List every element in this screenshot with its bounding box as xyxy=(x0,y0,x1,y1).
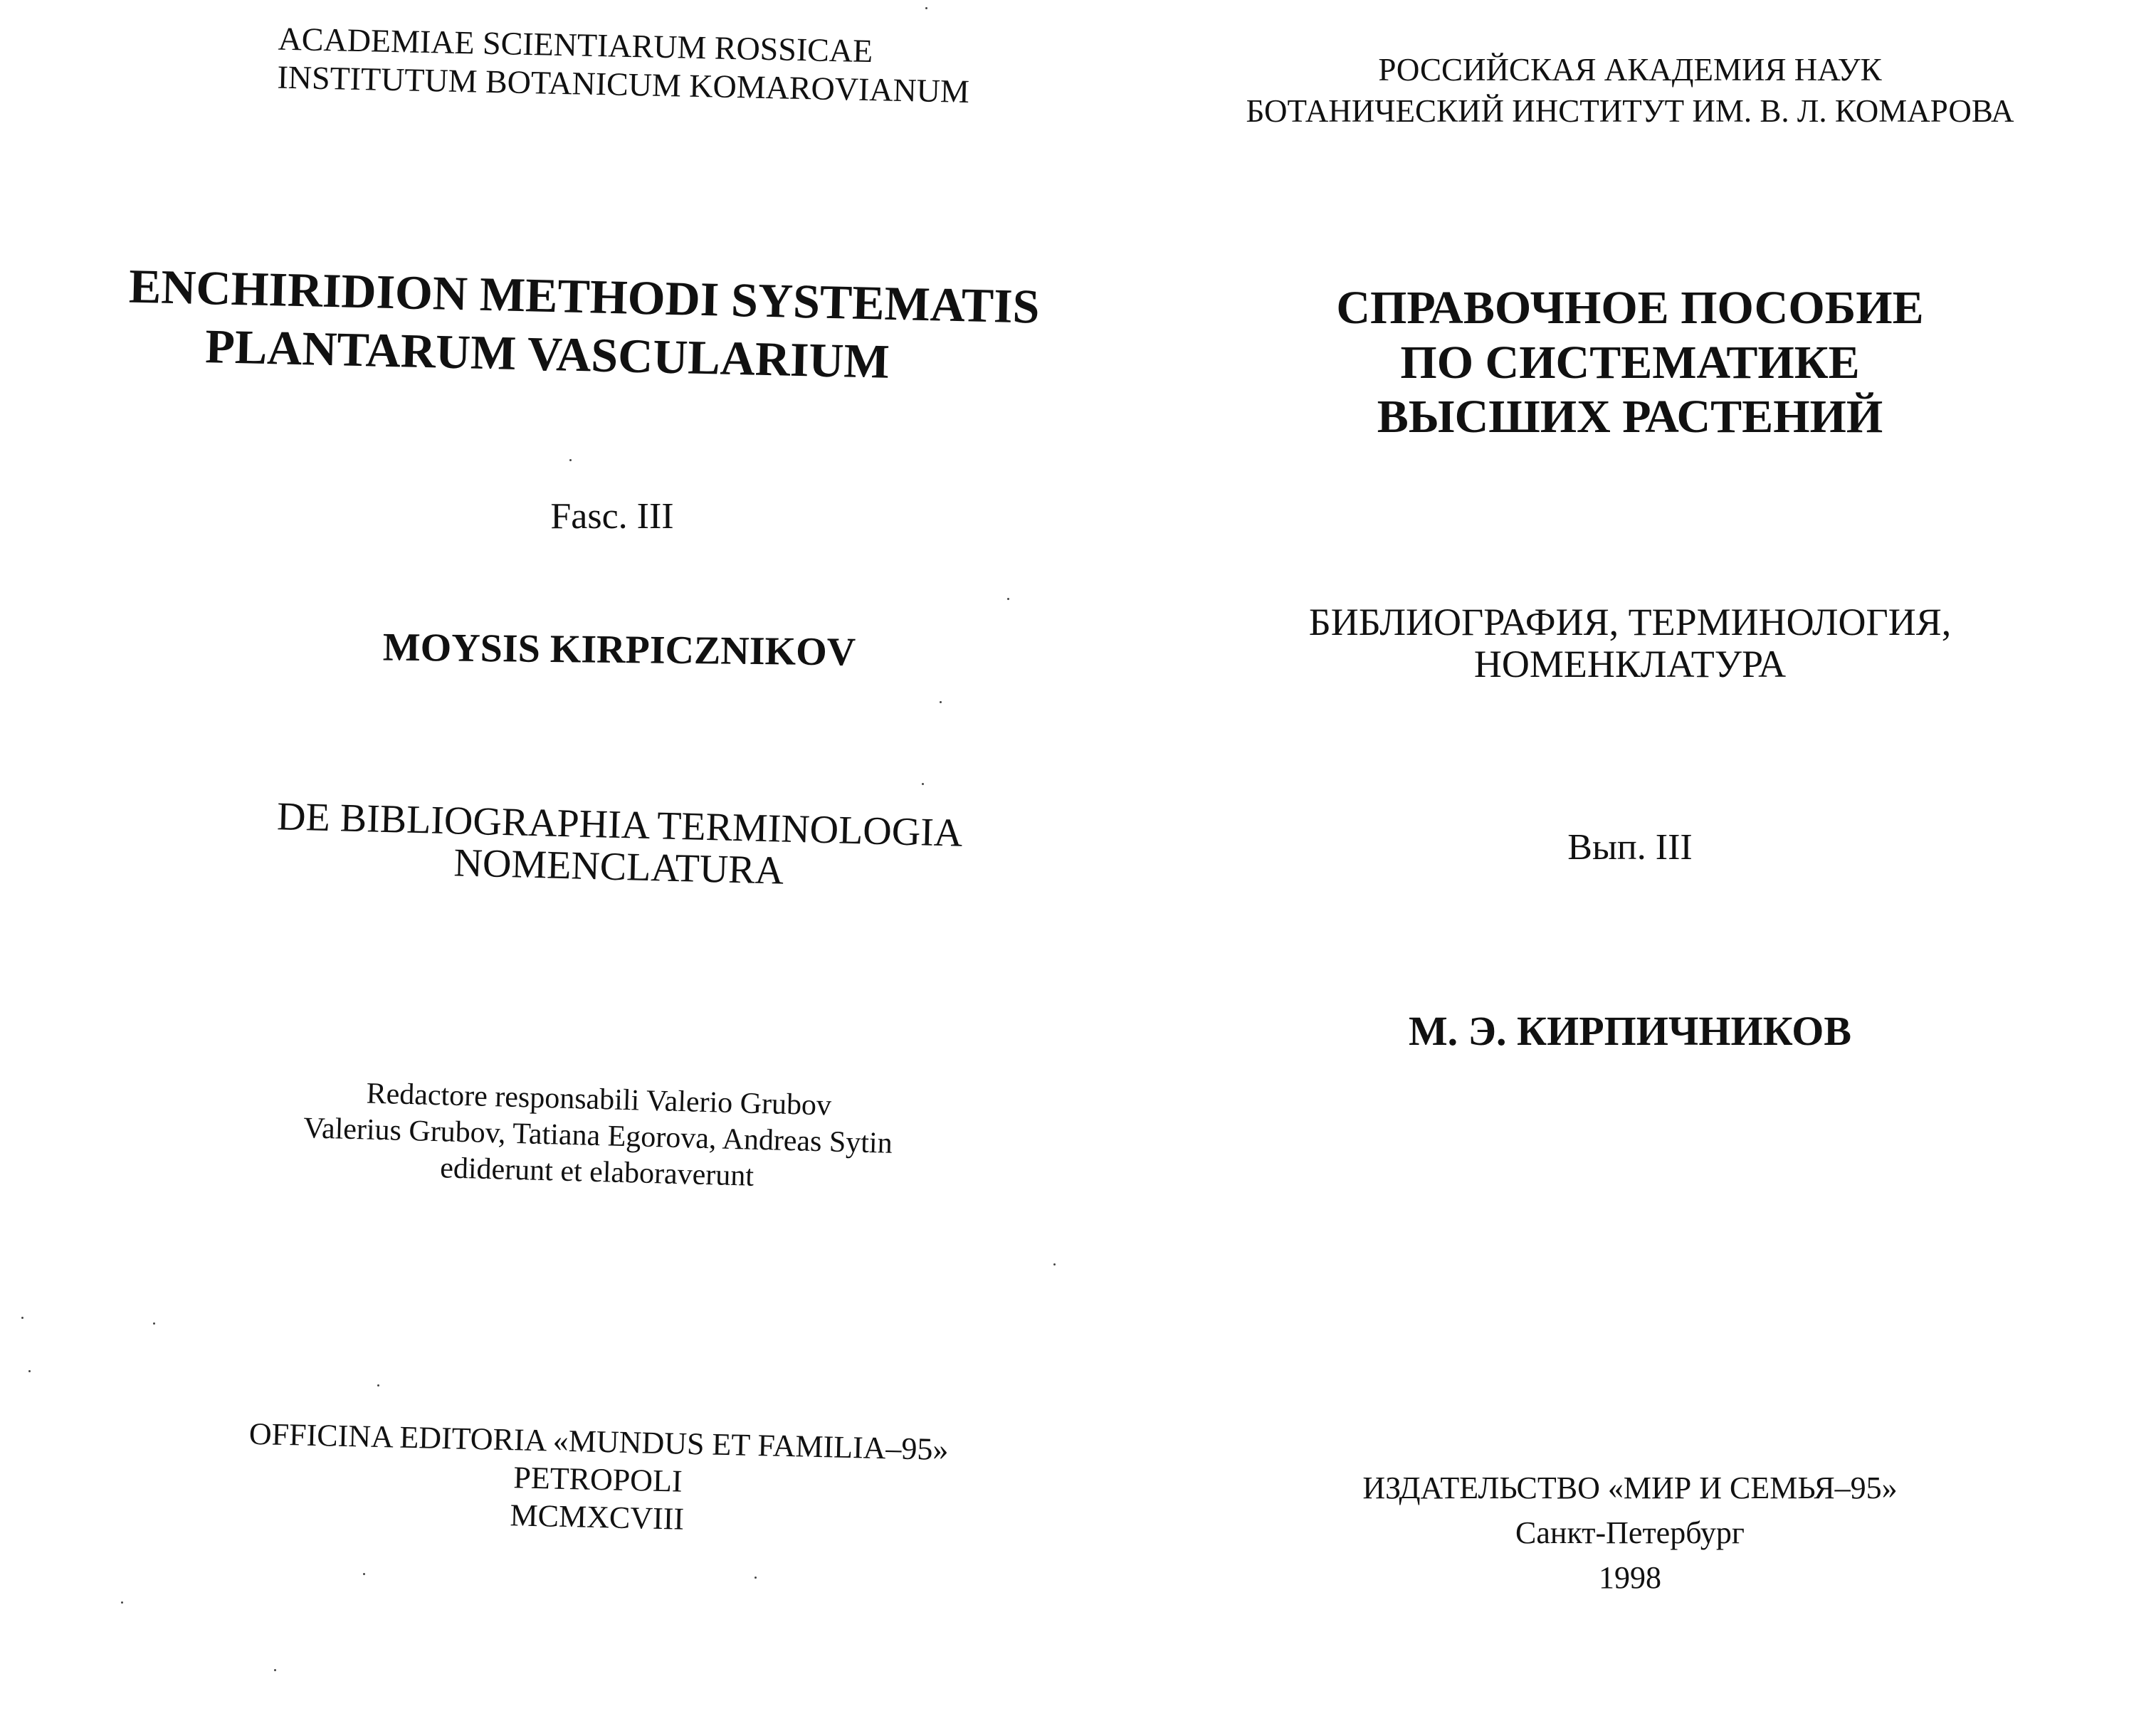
publisher-imprint-latin xyxy=(191,1414,1004,1545)
publisher-year: 1998 xyxy=(1599,1559,1661,1595)
publisher-name: OFFICINA EDITORIA «MUNDUS ET FAMILIA–95» xyxy=(248,1416,950,1468)
scan-speck xyxy=(21,1317,23,1319)
publisher-name: ИЗДАТЕЛЬСТВО «МИР И СЕМЬЯ–95» xyxy=(1362,1470,1898,1505)
title-page-russian xyxy=(1110,0,2156,1726)
institution-line: ACADEMIAE SCIENTIARUM ROSSICAE xyxy=(278,20,873,70)
publisher-city: Санкт-Петербург xyxy=(1515,1515,1745,1550)
publisher-year: MCMXCVIII xyxy=(510,1497,685,1537)
subtitle-line: NOMENCLATURA xyxy=(453,841,784,893)
scan-speck xyxy=(121,1601,123,1604)
scan-speck xyxy=(1053,1263,1056,1265)
scan-speck xyxy=(569,459,572,461)
book-title-latin xyxy=(127,258,1041,393)
title-line: ENCHIRIDION METHODI SYSTEMATIS xyxy=(128,258,1041,334)
scan-speck xyxy=(922,783,924,785)
scan-speck xyxy=(754,1577,757,1579)
scan-speck xyxy=(363,1573,365,1575)
publisher-imprint-russian xyxy=(1239,1466,2021,1601)
subtitle-russian xyxy=(1203,601,2057,686)
fascicle-number: Fasc. III xyxy=(550,496,674,537)
editors-credit xyxy=(233,1073,962,1201)
institution-line: БОТАНИЧЕСКИЙ ИНСТИТУТ ИМ. В. Л. КОМАРОВА xyxy=(1246,93,2014,129)
scan-speck xyxy=(28,1370,31,1372)
institution-line: РОССИЙСКАЯ АКАДЕМИЯ НАУК xyxy=(1378,52,1882,88)
title-line: ПО СИСТЕМАТИКЕ xyxy=(1400,336,1860,389)
editors-line: ediderunt et elaboraverunt xyxy=(439,1152,754,1194)
institution-heading-latin xyxy=(276,20,970,110)
subtitle-line: БИБЛИОГРАФИЯ, ТЕРМИНОЛОГИЯ, xyxy=(1308,601,1952,643)
scan-speck xyxy=(377,1384,379,1386)
subtitle-latin xyxy=(227,795,1012,898)
institution-heading-russian xyxy=(1167,50,2093,132)
author-name-latin: MOYSIS KIRPICZNIKOV xyxy=(382,625,856,675)
subtitle-line: DE BIBLIOGRAPHIA TERMINOLOGIA xyxy=(276,794,964,856)
book-title-russian xyxy=(1239,281,2021,445)
publisher-city: PETROPOLI xyxy=(512,1460,683,1499)
scan-speck xyxy=(153,1322,155,1325)
title-line: ВЫСШИХ РАСТЕНИЙ xyxy=(1377,391,1883,443)
editors-line: Valerius Grubov, Tatiana Egorova, Andreas Sytin xyxy=(303,1112,893,1161)
scan-speck xyxy=(1007,598,1009,600)
title-line: PLANTARUM VASCULARIUM xyxy=(204,318,890,389)
scan-speck xyxy=(274,1669,276,1671)
subtitle-line: НОМЕНКЛАТУРА xyxy=(1473,643,1787,686)
title-line: СПРАВОЧНОЕ ПОСОБИЕ xyxy=(1336,282,1924,334)
scan-speck xyxy=(925,7,927,9)
editors-line: Redactore responsabili Valerio Grubov xyxy=(366,1077,832,1122)
institution-line: INSTITUTUM BOTANICUM KOMAROVIANUM xyxy=(276,58,970,110)
scan-speck xyxy=(940,701,942,703)
author-name-russian: М. Э. КИРПИЧНИКОВ xyxy=(1408,1008,1852,1054)
issue-number: Вып. III xyxy=(1567,827,1693,868)
